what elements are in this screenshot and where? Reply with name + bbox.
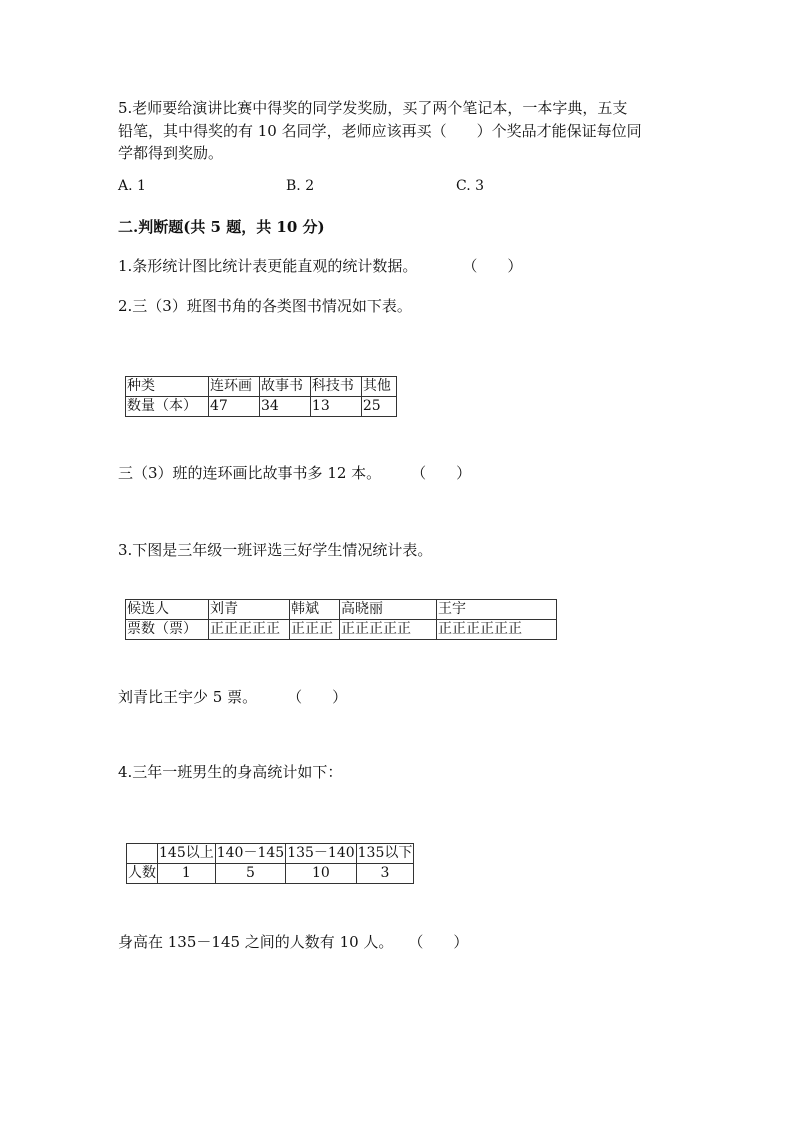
table-cell: 正正正正正 (209, 620, 290, 640)
table-cell: 140－145 (215, 844, 285, 864)
table-row (126, 377, 397, 397)
table-cell: 正正正正正 (340, 620, 437, 640)
table-cell: 科技书 (310, 377, 361, 397)
table-cell: 3 (356, 864, 414, 884)
table-cell: 47 (209, 397, 260, 417)
table-cell: 13 (310, 397, 361, 417)
table-cell: 正正正 (290, 620, 340, 640)
table-cell: 5 (215, 864, 285, 884)
table-cell: 1 (158, 864, 216, 884)
q5-option-c: C. 3 (456, 178, 485, 194)
q5-option-b: B. 2 (286, 178, 315, 194)
table-row (126, 620, 557, 640)
table-cell: 故事书 (259, 377, 310, 397)
book-category-table (125, 376, 397, 417)
q5-line-1: 5.老师要给演讲比赛中得奖的同学发奖励，买了两个笔记本，一本字典，五支 (118, 99, 628, 117)
table-cell: 其他 (361, 377, 396, 397)
judgment-1: 1.条形统计图比统计表更能直观的统计数据。 （ ） (118, 257, 523, 275)
table-cell: 人数 (127, 864, 158, 884)
vote-table (125, 599, 557, 640)
table-row (126, 600, 557, 620)
table-cell: 135以下 (356, 844, 414, 864)
table-row (127, 864, 414, 884)
table-cell: 韩斌 (290, 600, 340, 620)
table-cell: 王宇 (437, 600, 557, 620)
height-table (126, 843, 414, 884)
table-cell (127, 844, 158, 864)
section-2-title: 二.判断题(共 5 题，共 10 分) (118, 218, 325, 236)
q5-line-3: 学都得到奖励。 (118, 144, 224, 162)
table-cell: 高晓丽 (340, 600, 437, 620)
table-cell: 25 (361, 397, 396, 417)
table-cell: 数量（本） (126, 397, 209, 417)
table-cell: 票数（票） (126, 620, 209, 640)
table-cell: 连环画 (209, 377, 260, 397)
table-cell: 34 (259, 397, 310, 417)
judgment-4-statement: 身高在 135－145 之间的人数有 10 人。 （ ） (118, 933, 469, 951)
table-cell: 正正正正正正 (437, 620, 557, 640)
q5-option-a: A. 1 (118, 178, 146, 194)
table-cell: 10 (286, 864, 356, 884)
judgment-2-statement: 三（3）班的连环画比故事书多 12 本。 （ ） (118, 464, 472, 482)
table-cell: 145以上 (158, 844, 216, 864)
judgment-3-statement: 刘青比王宇少 5 票。 （ ） (118, 688, 348, 706)
table-cell: 候选人 (126, 600, 209, 620)
q5-line-2: 铅笔，其中得奖的有 10 名同学，老师应该再买（ ）个奖品才能保证每位同 (118, 122, 642, 140)
table-row (127, 844, 414, 864)
table-cell: 135－140 (286, 844, 356, 864)
table-cell: 种类 (126, 377, 209, 397)
table-cell: 刘青 (209, 600, 290, 620)
judgment-2: 2.三（3）班图书角的各类图书情况如下表。 (118, 297, 412, 315)
table-row (126, 397, 397, 417)
judgment-3: 3.下图是三年级一班评选三好学生情况统计表。 (118, 541, 433, 559)
judgment-4: 4.三年一班男生的身高统计如下： (118, 763, 343, 781)
